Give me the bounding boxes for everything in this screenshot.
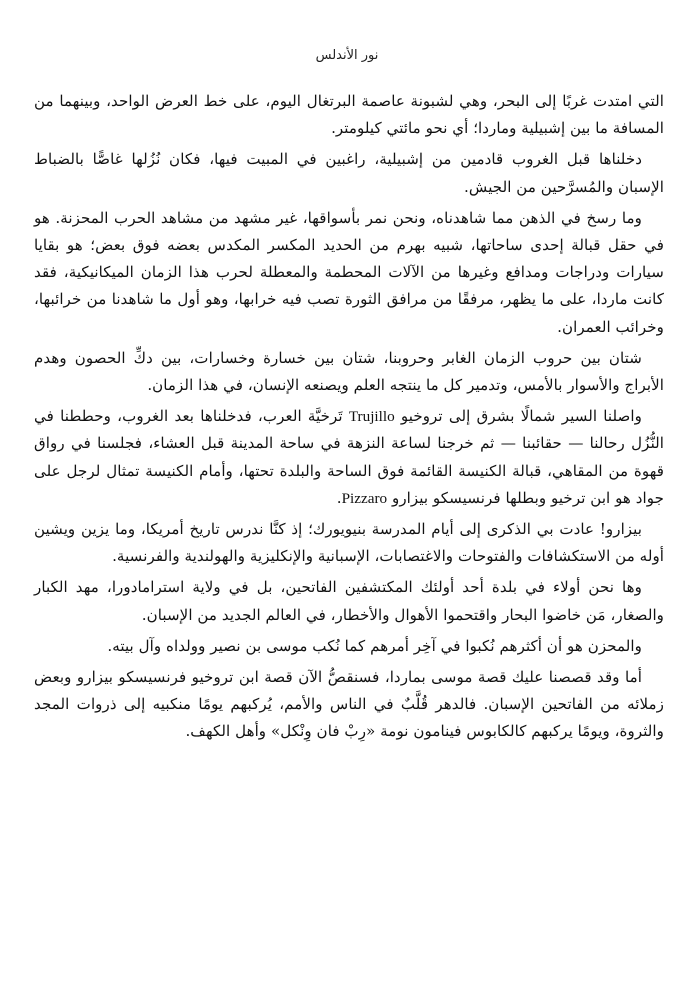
paragraph-5-latin-trujillo: Trujillo: [348, 408, 395, 426]
paragraph-5-text-b: تَرخيَّة العرب، فدخلناها بعد الغروب، وحططنا في النُّزُل رحالنا — حقائبنا — ثم خرجنا لساعة النزهة في ساحة المدينة قبل العشاء، فجلسنا في رواق قهوة من المقاهي، قبالة الكنيسة القائمة فوق الساحة والبلدة تحتها، وأمام الكنيسة تمثال لرجل على جواد هو ابن ترخيو وبطلها فرنسيسكو بيزارو: [34, 407, 664, 507]
paragraph-7: وها نحن أولاء في بلدة أحد أولئك المكتشفين الفاتحين، بل في ولاية استرامادورا، مهد الكبار والصغار، مَن خاضوا البحار واقتحموا الأهوال والأخطار، في العالم الجديد من الإسبان.: [34, 578, 664, 624]
paragraph-2: دخلناها قبل الغروب قادمين من إشبيلية، راغبين في المبيت فيها، فكان نُزُلها غاصًّا بالضباط الإسبان والمُسرَّحين من الجيش.: [34, 150, 664, 196]
paragraph-5-end: .: [336, 488, 342, 507]
paragraph-5: [34, 403, 664, 512]
paragraph-1: التي امتدت غربًا إلى البحر، وهي لشبونة عاصمة البرتغال اليوم، على خط العرض الواحد، وبينهما من المسافة ما بين إشبيلية وماردا؛ أي نحو مائتي كيلومتر.: [34, 92, 664, 138]
paragraph-3: وما رسخ في الذهن مما شاهدناه، ونحن نمر بأسواقها، غير مشهد من مشاهد الحرب المحزنة. هو في حقل قبالة إحدى ساحاتها، شبيه بهرم من الحديد المكسر المكدس بعضه فوق بعض؛ هو بقايا سيارات ودراجات ومدافع وغيرها من الآلات المحطمة والمعطلة لحرب هذا الزمان الميكانيكية، فقد كانت ماردا، على ما يظهر، مرفقًا من مرافق الثورة تصب فيه خرابها، وهو أول ما شاهدنا من خرائبها، وخرائب العمران.: [34, 208, 664, 336]
paragraph-9: أما وقد قصصنا عليك قصة موسى بماردا، فسنقصُّ الآن قصة ابن تروخيو فرنسيسكو بيزارو وبعض زملائه من الفاتحين الإسبان. فالدهر قُلَّبٌ في الناس والأمم، يُركبهم يومًا منكبيه إلى ذروات المجد والثروة، ويومًا يركبهم كالكابوس فينامون نومة «رِبْ فان وِنْكل» وأهل الكهف.: [34, 668, 664, 741]
paragraph-5-text-a: واصلنا السير شمالًا بشرق إلى تروخيو: [394, 407, 642, 426]
paragraph-8: والمحزن هو أن أكثرهم نُكبوا في آخِر أمرهم كما نُكب موسى بن نصير وولداه وآل بيته.: [107, 636, 642, 655]
running-header: نور الأندلس: [315, 48, 379, 63]
paragraph-4: شتان بين حروب الزمان الغابر وحروبنا، شتان بين خسارة وخسارات، بين دكِّ الحصون وهدم الأبراج والأسوار بالأمس، وتدمير كل ما ينتجه العلم ويصنعه الإنسان، في هذا الزمان.: [34, 348, 664, 395]
paragraph-6: بيزارو! عادت بي الذكرى إلى أيام المدرسة بنيويورك؛ إذ كنَّا ندرس تاريخ أمريكا، وما يزين ويشين أوله من الاستكشافات والفتوحات والاغتصابات، الإسبانية والإنكليزية والهولندية والفرنسية.: [34, 520, 664, 566]
paragraph-5-latin-pizzaro: Pizzaro: [341, 489, 388, 507]
body-text: [34, 88, 664, 750]
